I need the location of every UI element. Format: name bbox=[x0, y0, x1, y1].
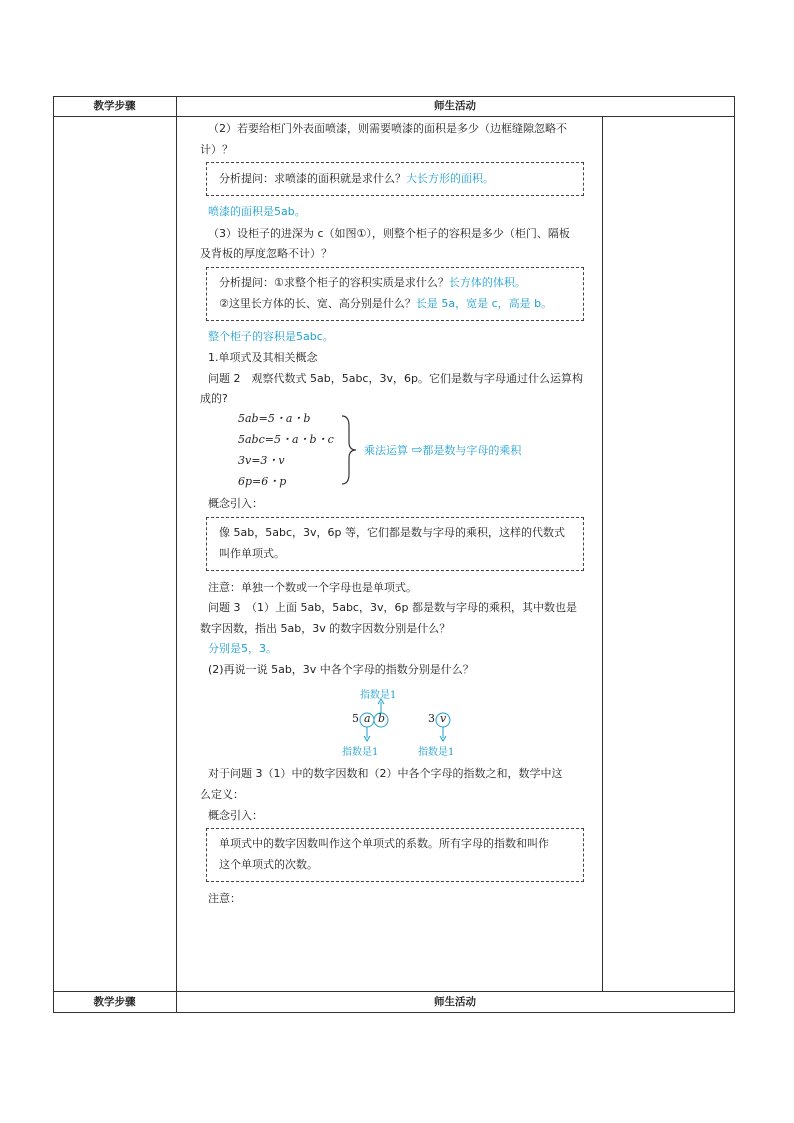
analysis-box-2 bbox=[206, 267, 584, 321]
note-2: 注意： bbox=[208, 892, 241, 905]
definition-box-monomial bbox=[206, 517, 584, 571]
problem-3-part2: (2)再说一说 5ab，3v 中各个字母的指数分别是什么？ bbox=[208, 663, 474, 676]
term1-coefficient: 5 bbox=[352, 712, 359, 725]
diagram-top-label: 指数是1 bbox=[360, 690, 397, 701]
concept-intro-label-1: 概念引入： bbox=[208, 497, 263, 510]
footer-teacher-student-activity: 师生活动 bbox=[434, 996, 476, 1008]
question-3-line2: 及背板的厚度忽略不计）？ bbox=[200, 247, 332, 260]
col-divider-2 bbox=[602, 116, 603, 992]
table-bottom-border bbox=[53, 1012, 735, 1013]
paint-area-answer: 喷漆的面积是5ab。 bbox=[208, 205, 306, 218]
col-divider-1 bbox=[176, 96, 177, 1013]
question-2-line2: 计）？ bbox=[200, 143, 233, 156]
term1-variable-b: b bbox=[378, 712, 386, 725]
table-left-border bbox=[53, 96, 54, 1013]
volume-answer: 整个柜子的容积是5abc。 bbox=[208, 330, 334, 343]
equation-5ab: 5ab=5・a・b bbox=[238, 412, 311, 425]
question-2-line1: （2）若要给柜门外表面喷漆，则需要喷漆的面积是多少（边框缝隙忽略不 bbox=[208, 122, 567, 135]
problem-2-line1: 问题 2 观察代数式 5ab，5abc，3v，6p。它们是数与字母通过什么运算构 bbox=[208, 372, 583, 385]
note-1: 注意：单独一个数或一个字母也是单项式。 bbox=[208, 581, 417, 594]
product-result: 都是数与字母的乘积 bbox=[422, 444, 522, 457]
right-brace bbox=[340, 414, 358, 486]
analysis-box-2-line2: ②这里长方体的长、宽、高分别是什么？长是 5a，宽是 c，高是 b。 bbox=[219, 297, 553, 310]
term1-variable-a: a bbox=[364, 712, 371, 725]
problem-2-line2: 成的? bbox=[200, 392, 228, 405]
define-line1: 对于问题 3（1）中的数字因数和（2）中各个字母的指数之和，数学中这 bbox=[208, 767, 563, 780]
header-teaching-steps: 教学步骤 bbox=[93, 100, 136, 112]
question-3-line1: （3）设柜子的进深为 c（如图①），则整个柜子的容积是多少（柜门、隔板 bbox=[208, 227, 570, 240]
analysis-box-1-text bbox=[219, 171, 494, 187]
table-right-border bbox=[734, 96, 735, 1013]
brace-annotation bbox=[364, 443, 521, 459]
multiplication-label: 乘法运算 bbox=[364, 444, 408, 457]
equation-6p: 6p=6・p bbox=[238, 475, 287, 488]
define-line2: 么定义： bbox=[200, 788, 244, 801]
analysis-question-1: 分析提问：求喷漆的面积就是求什么？ bbox=[219, 172, 406, 185]
problem-3-line2: 数字因数，指出 5ab，3v 的数字因数分别是什么？ bbox=[200, 622, 451, 635]
definition-line2: 叫作单项式。 bbox=[219, 547, 285, 560]
diagram-bottom-label-left: 指数是1 bbox=[342, 747, 379, 758]
definition-box-coefficient-degree bbox=[206, 828, 584, 882]
diagram-bottom-label-right: 指数是1 bbox=[418, 747, 455, 758]
footer-teaching-steps: 教学步骤 bbox=[93, 996, 136, 1008]
section-1-title: 1.单项式及其相关概念 bbox=[208, 351, 318, 364]
term2-coefficient: 3 bbox=[428, 712, 435, 725]
concept-intro-label-2: 概念引入： bbox=[208, 809, 263, 822]
coefficient-definition-line1: 单项式中的数字因数叫作这个单项式的系数。所有字母的指数和叫作 bbox=[219, 837, 549, 850]
exponent-diagram-arrows bbox=[340, 696, 470, 746]
problem-3-line1: 问题 3 （1）上面 5ab，5abc，3v，6p 都是数与字母的乘积，其中数也是 bbox=[208, 601, 577, 614]
analysis-box-1 bbox=[206, 162, 584, 196]
coefficient-definition-line2: 这个单项式的次数。 bbox=[219, 858, 318, 871]
analysis-answer-1: 大长方形的面积。 bbox=[406, 172, 494, 185]
equation-5abc: 5abc=5・a・b・c bbox=[238, 433, 334, 446]
footer-top-border bbox=[53, 991, 735, 992]
double-arrow-icon: ⇨ bbox=[411, 443, 423, 458]
header-bottom-border bbox=[53, 116, 735, 117]
header-teacher-student-activity: 师生活动 bbox=[434, 100, 476, 112]
answer-3: 分别是5，3。 bbox=[208, 642, 277, 655]
definition-line1: 像 5ab，5abc，3v，6p 等，它们都是数与字母的乘积，这样的代数式 bbox=[219, 526, 565, 539]
term2-variable-v: v bbox=[440, 712, 447, 725]
equation-3v: 3v=3・v bbox=[238, 454, 285, 467]
analysis-box-2-line1: 分析提问：①求整个柜子的容积实质是求什么？长方体的体积。 bbox=[219, 276, 526, 289]
